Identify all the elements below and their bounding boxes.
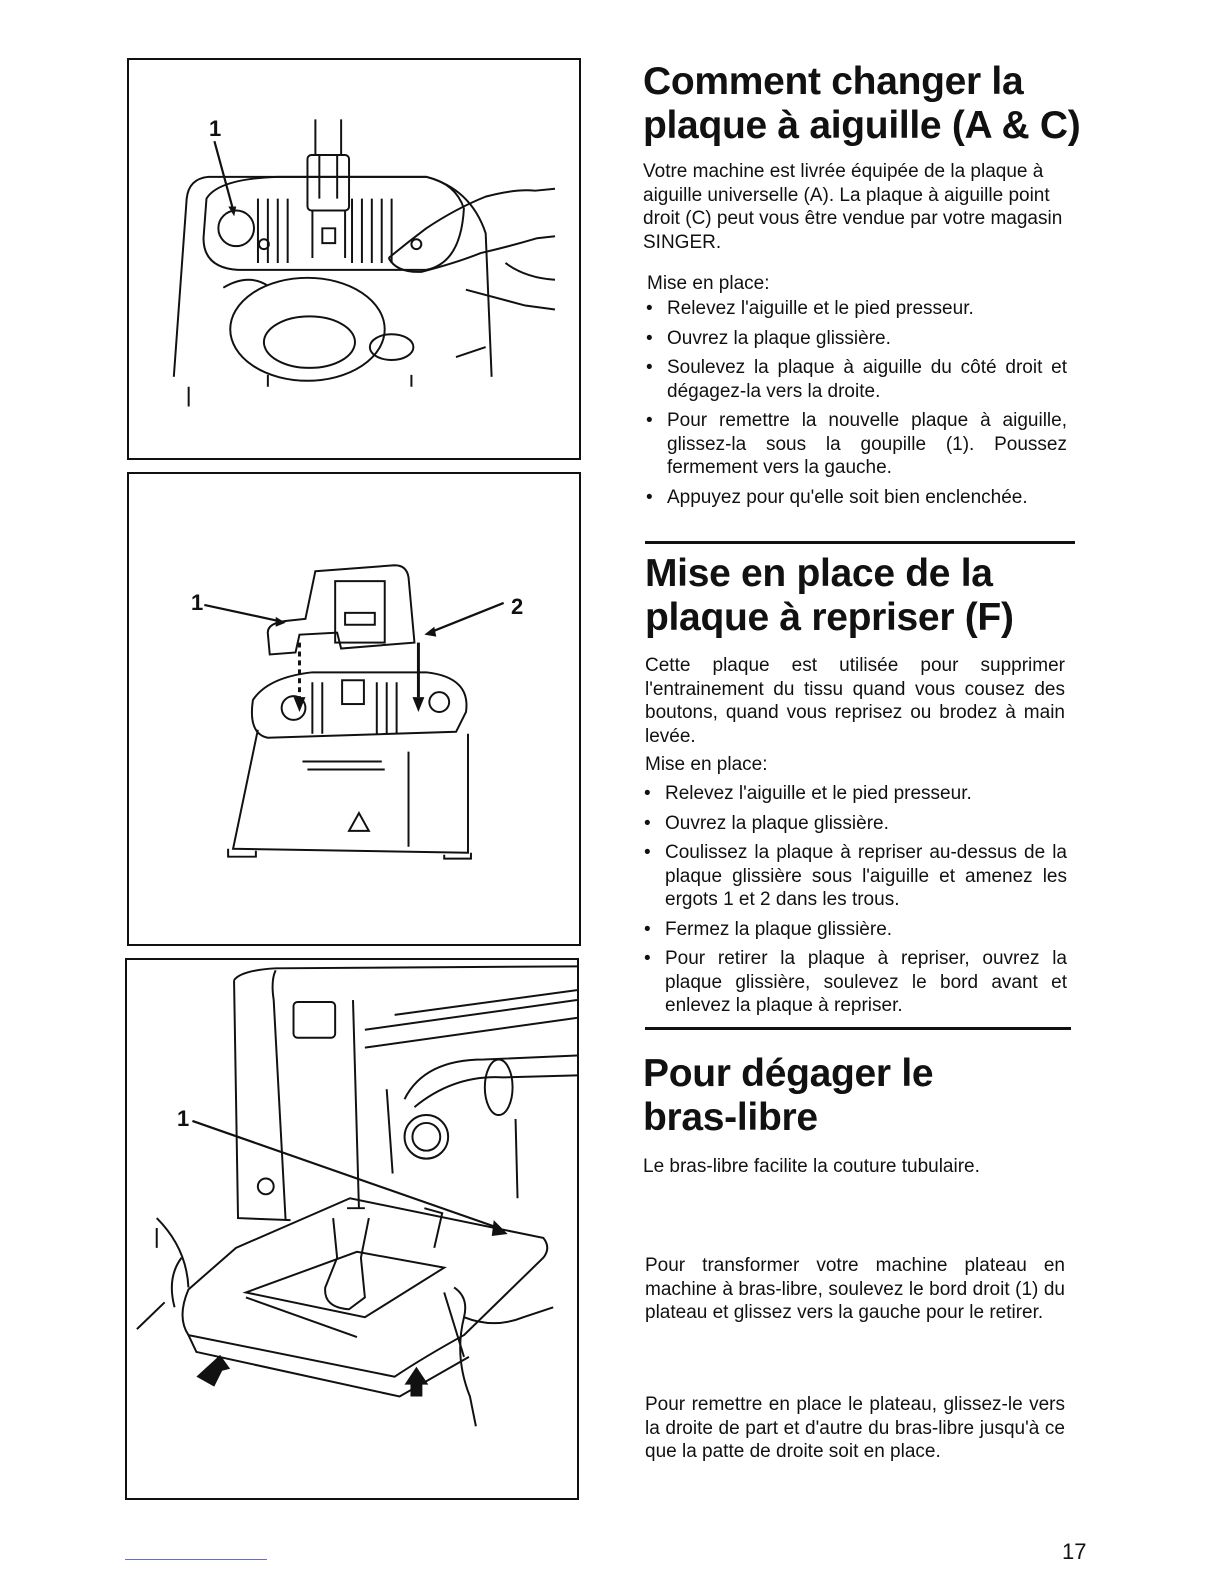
figure-needle-plate-removal [127, 58, 581, 460]
figure-free-arm [125, 958, 579, 1500]
list-item: • Soulevez la plaque à aiguille du côté droit et dégagez-la vers la droite. [643, 356, 1067, 403]
section-divider [645, 541, 1075, 544]
callout-1: 1 [209, 116, 222, 141]
list-item: • Fermez la plaque glissière. [641, 918, 1067, 942]
needle-plate-removal-illustration [129, 60, 579, 458]
list-item: • Pour remettre la nouvelle plaque à aiguille, glissez-la sous la goupille (1). Poussez fermement vers la gauche. [643, 409, 1067, 480]
list-item: • Pour retirer la plaque à repriser, ouvrez la plaque glissière, soulevez le bord avant et enlevez la plaque à repriser. [641, 947, 1067, 1018]
list-item: • Relevez l'aiguille et le pied presseur. [643, 297, 1067, 321]
list-item: • Appuyez pour qu'elle soit bien enclenchée. [643, 486, 1067, 510]
darning-plate-illustration [129, 474, 579, 944]
section-title-free-arm: Pour dégager le bras-libre [643, 1052, 934, 1139]
section-title-needle-plate: Comment changer la plaque à aiguille (A & C) [643, 60, 1081, 147]
free-arm-illustration [127, 960, 577, 1498]
subhead-mise-en-place: Mise en place: [647, 273, 770, 294]
section-title-darning-plate: Mise en place de la plaque à repriser (F) [645, 552, 1014, 639]
page-number: 17 [1062, 1539, 1087, 1564]
free-arm-replace-text: Pour remettre en place le plateau, glissez-le vers la droite de part et d'autre du bras-libre jusqu'à ce que la patte de droite soit en place. [645, 1394, 1065, 1462]
list-item: • Coulissez la plaque à repriser au-dessus de la plaque glissière sous l'aiguille et amenez les ergots 1 et 2 dans les trous. [641, 841, 1067, 912]
section-intro-darning-plate: Cette plaque est utilisée pour supprimer l'entrainement du tissu quand vous cousez des boutons, quand vous reprisez ou brodez à main levée. [645, 655, 1065, 747]
callout-2: 2 [511, 594, 524, 619]
list-item: • Ouvrez la plaque glissière. [643, 327, 1067, 351]
list-item: • Relevez l'aiguille et le pied presseur. [641, 782, 1067, 806]
section-divider [645, 1027, 1071, 1030]
figure-darning-plate [127, 472, 581, 946]
subhead-mise-en-place: Mise en place: [645, 754, 768, 775]
steps-darning-plate [641, 782, 1067, 1024]
section-intro-free-arm: Le bras-libre facilite la couture tubulaire. [643, 1156, 980, 1177]
callout-1: 1 [191, 590, 204, 615]
free-arm-remove-text: Pour transformer votre machine plateau en machine à bras-libre, soulevez le bord droit (1) du plateau et glissez vers la gauche pour le retirer. [645, 1255, 1065, 1323]
footer-rule [125, 1559, 267, 1560]
list-item: • Ouvrez la plaque glissière. [641, 812, 1067, 836]
steps-needle-plate [643, 297, 1067, 515]
section-intro-needle-plate: Votre machine est livrée équipée de la plaque à aiguille universelle (A). La plaque à aiguille point droit (C) peut vous être vendue par votre magasin SINGER. [643, 161, 1063, 253]
callout-1: 1 [177, 1106, 190, 1131]
